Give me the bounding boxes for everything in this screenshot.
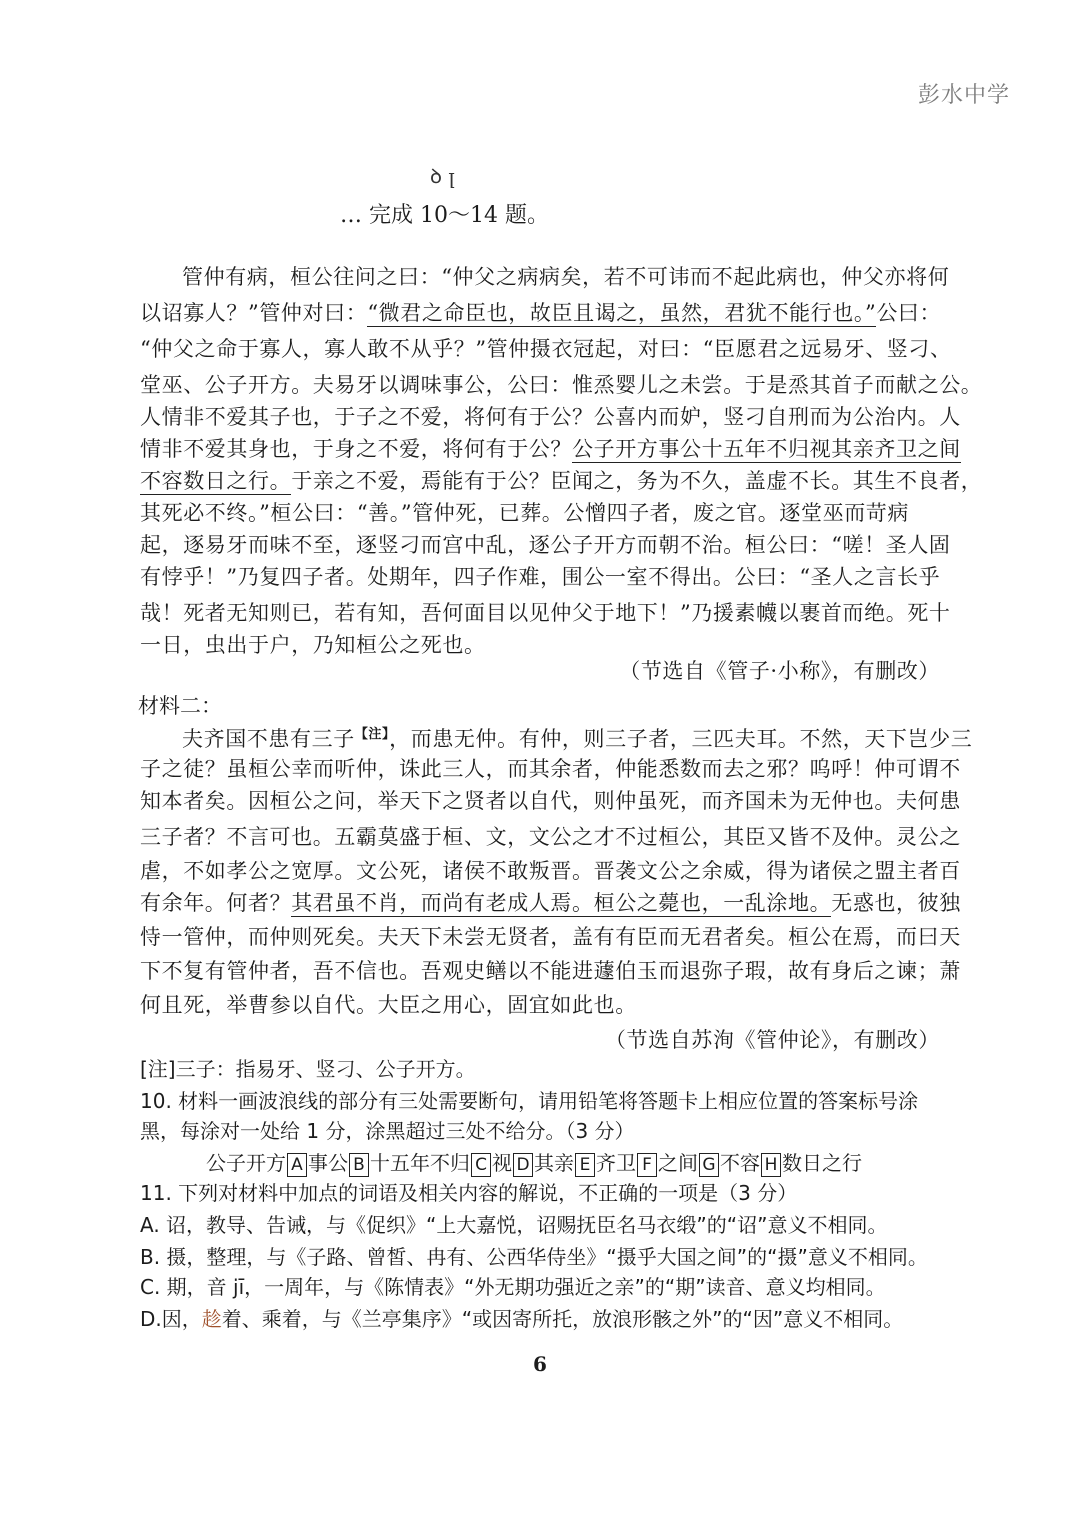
segment: 数日之行	[782, 1151, 862, 1175]
segment: 不容	[720, 1151, 760, 1175]
passage-line	[182, 720, 972, 750]
source-citation: （节选自《管子·小称》，有删改）	[619, 659, 940, 683]
passage-line: 人情非不爱其子也，于子之不爱，将何有于公？公喜内而妒，竖刁自刑而为公治内。人	[140, 405, 961, 429]
underlined-sentence: 其君虽不肖，而尚有老成人焉。	[291, 891, 594, 915]
passage-line: 知本者矣。因桓公之问，举天下之贤者以自代，则仲虽死，而齐国未为无仲也。夫何患	[140, 789, 961, 813]
source-citation: （节选自苏洵《管仲论》，有删改）	[604, 1028, 940, 1052]
wavy-underlined-sentence: 公子开方事公十五年不归视其亲齐卫之间	[572, 437, 961, 461]
text-run: 夫齐国不患有三子	[182, 727, 355, 751]
passage-line: 堂巫、公子开方。夫易牙以调味事公，公曰：惟烝婴儿之未尝。于是烝其首子而献之公。	[140, 373, 983, 397]
header-fragment: ꝺ ꞁ	[430, 164, 455, 188]
text-run: 以诏寡人？”管仲对曰：	[140, 301, 368, 325]
text-run: 于亲之不爱，焉能有于公？臣闻之，务为不久，盖虚不长。其生不良者，	[291, 469, 983, 493]
school-stamp: 彭水中学	[917, 83, 1010, 108]
segment: 之间	[658, 1151, 698, 1175]
passage-line: 恃一管仲，而仲则死矣。夫天下未尝无贤者，盖有有臣而无君者矣。桓公在焉，而曰天	[140, 925, 961, 949]
text-run: 无惑也，彼独	[831, 891, 961, 915]
footnote: [注]三子：指易牙、竖刁、公子开方。	[140, 1057, 476, 1081]
q11-option-c: C. 期，音 jī，一周年，与《陈情表》“外无期功强近之亲”的“期”读音、意义均相同。	[140, 1275, 886, 1299]
text-run: 有余年。何者？	[140, 891, 292, 915]
q10-stem-line2: 黑，每涂对一处给 1 分，涂黑超过三处不给分。（3 分）	[140, 1119, 635, 1143]
text-run: 情非不爱其身也，于身之不爱，将何有于公？	[140, 437, 572, 461]
text-run: 公曰：	[876, 301, 942, 325]
q10-sentence-options	[206, 1148, 862, 1178]
passage-line	[140, 888, 961, 918]
option-box-a[interactable]: A	[287, 1153, 307, 1177]
material-two-label: 材料二：	[138, 694, 222, 718]
passage-line	[140, 434, 961, 464]
segment: 视	[492, 1151, 512, 1175]
passage-line: 子之徒？虽桓公幸而听仲，诛此三人，而其余者，仲能悉数而去之邪？呜呼！仲可谓不	[140, 757, 961, 781]
option-box-h[interactable]: H	[761, 1153, 781, 1177]
option-box-f[interactable]: F	[637, 1153, 657, 1177]
page-number: 6	[533, 1352, 547, 1376]
segment: 公子开方	[206, 1151, 286, 1175]
passage-line: 哉！死者无知则已，若有知，吾何面目以见仲父于地下！”乃援素幭以裹首而绝。死十	[140, 601, 951, 625]
passage-line: 何且死，举曹参以自代。大臣之用心，固宜如此也。	[140, 993, 637, 1017]
wavy-underlined-sentence: 不容数日之行。	[140, 469, 292, 493]
segment: 事公	[308, 1151, 348, 1175]
underlined-sentence: 桓公之薨也，一乱涂地。	[593, 891, 832, 915]
passage-line	[140, 466, 982, 496]
q11-option-d	[140, 1304, 903, 1334]
text-run: ，而患无仲。有仲，则三子者，三匹夫耳。不然，天下岂少三	[389, 727, 973, 751]
option-box-e[interactable]: E	[575, 1153, 595, 1177]
option-d-text: 着、乘着，与《兰亭集序》“或因寄所托，放浪形骸之外”的“因”意义不相同。	[221, 1307, 904, 1331]
footnote-marker: 【注】	[354, 727, 390, 742]
segment: 齐卫	[596, 1151, 636, 1175]
passage-line: 管仲有病，桓公往问之曰：“仲父之病病矣，若不可讳而不起此病也，仲父亦将何	[182, 265, 950, 289]
option-box-c[interactable]: C	[471, 1153, 491, 1177]
option-d-prefix: D.因，	[140, 1307, 202, 1331]
underlined-sentence: “微君之命臣也，故臣且谒之，虽然，君犹不能行也。”	[367, 301, 877, 325]
passage-line: 下不复有管仲者，吾不信也。吾观史鳝以不能进蘧伯玉而退弥子瑕，故有身后之谏；萧	[140, 959, 961, 983]
q11-stem: 11. 下列对材料中加点的词语及相关内容的解说，不正确的一项是（3 分）	[140, 1181, 798, 1205]
passage-line: 有悖乎！”乃复四子者。处期年，四子作难，围公一室不得出。公曰：“圣人之言长乎	[140, 565, 941, 589]
passage-line: “仲父之命于寡人，寡人敢不从乎？”管仲摄衣冠起，对曰：“臣愿君之远易牙、竖刁、	[140, 337, 952, 361]
q11-option-b: B. 摄，整理，与《子路、曾皙、冉有、公西华侍坐》“摄乎大国之间”的“摄”意义不相同。	[140, 1245, 928, 1269]
segment: 其亲	[534, 1151, 574, 1175]
option-box-b[interactable]: B	[349, 1153, 369, 1177]
passage-line: 三子者？不言可也。五霸莫盛于桓、文，文公之才不过桓公，其臣又皆不及仲。灵公之	[140, 825, 961, 849]
instruction-line: … 完成 10～14 题。	[340, 203, 549, 228]
option-box-d[interactable]: D	[513, 1153, 533, 1177]
q11-option-a: A. 诏，教导、告诫，与《促织》“上大嘉悦，诏赐抚臣名马衣缎”的“诏”意义不相同。	[140, 1213, 888, 1237]
passage-line: 虐，不如孝公之宽厚。文公死，诸侯不敢叛晋。晋袭文公之余威，得为诸侯之盟主者百	[140, 859, 961, 883]
passage-line: 起，逐易牙而味不至，逐竖刁而宫中乱，逐公子开方而朝不治。桓公曰：“嗟！圣人固	[140, 533, 951, 557]
passage-line	[140, 298, 941, 328]
passage-line: 一日，虫出于户，乃知桓公之死也。	[140, 633, 486, 657]
passage-line: 其死必不终。”桓公曰：“善。”管仲死，已葬。公憎四子者，废之官。逐堂巫而苛病	[140, 501, 910, 525]
q10-stem-line1: 10. 材料一画波浪线的部分有三处需要断句，请用铅笔将答题卡上相应位置的答案标号涂	[140, 1089, 919, 1113]
segment: 十五年不归	[370, 1151, 470, 1175]
option-box-g[interactable]: G	[699, 1153, 719, 1177]
highlighted-word: 趁	[201, 1307, 222, 1331]
